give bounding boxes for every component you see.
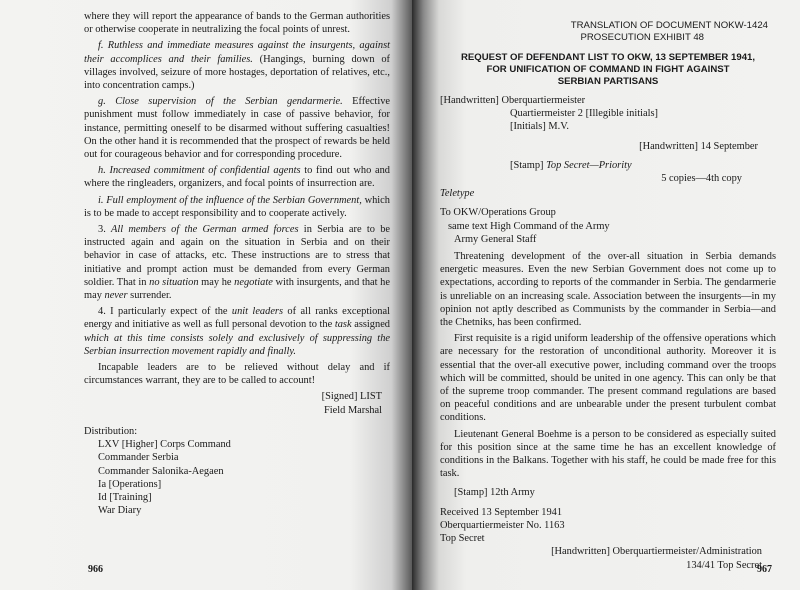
received-date: Received 13 September 1941 [440, 506, 563, 518]
right-page-text [440, 20, 776, 572]
classification: Top Secret [440, 533, 485, 545]
paragraph-4 [84, 305, 390, 358]
document-title-line: SERBIAN PARTISANS [557, 76, 659, 87]
signature-name: [Signed] LIST [321, 391, 382, 403]
paragraph-3-emphasis: never [104, 290, 128, 302]
paragraph-3-number: 3. [98, 224, 112, 236]
paragraph-f-text: (Hangings, burning down of villages involved, seizure of more hostages, deportation of relatives, etc., into concentration camps.) [84, 53, 390, 92]
paragraph-3-emphasis: negotiate [234, 276, 273, 288]
page-number-right: 967 [757, 563, 772, 575]
teletype-text: Teletype [440, 188, 475, 200]
distribution-list [84, 425, 390, 517]
signature-rank: Field Marshal [323, 404, 382, 416]
paragraph-g-heading: g. Close supervision of the Serbian gendarmerie. [98, 96, 343, 108]
distribution-item: Commander Serbia [98, 452, 179, 464]
addressee: same text High Command of the Army [448, 220, 610, 232]
paragraph-3-emphasis: no situation [149, 276, 199, 288]
document-header: TRANSLATION OF DOCUMENT NOKW-1424 [570, 20, 768, 31]
stamp-label: [Stamp] [510, 159, 547, 171]
teletype-label [440, 187, 776, 200]
paragraph-incapable-leaders: Incapable leaders are to be relieved without delay and if circumstances warrant, they are to be called to account! [84, 362, 390, 387]
paragraph-boehme: Lieutenant General Boehme is a person to be considered as especially suited for this position since at the same time he has an excellent knowledge of conditions in the Balkans. Together with his staff, he could be made free for this task. [440, 428, 776, 480]
exhibit-header: PROSECUTION EXHIBIT 48 [580, 32, 704, 43]
distribution-item: Id [Training] [98, 491, 152, 503]
paragraph-4-text: of all ranks exceptional energy and initiative as well as full personal devotion to the [84, 306, 390, 331]
stamp-top-secret [440, 159, 776, 172]
handwritten-date: [Handwritten] 14 September [639, 140, 758, 152]
addressee: Army General Staff [454, 233, 537, 245]
stamp-classification: Top Secret—Priority [546, 159, 632, 171]
paragraph-h-text: to find out who and where the ringleaders, organizers, and focal points of insurrection are. [84, 165, 391, 190]
paragraph-4-emphasis: task [334, 319, 352, 331]
paragraph-4-emphasis: unit leaders [231, 306, 284, 318]
paragraph-g [84, 95, 390, 161]
handwritten-note: [Handwritten] Oberquartiermeister [440, 95, 586, 106]
distribution-item: War Diary [98, 505, 142, 517]
paragraph-3 [84, 223, 390, 302]
distribution-item: Ia [Operations] [98, 478, 162, 490]
paragraph-i-text: which is to be made to accept responsibility and to cooperate actively. [84, 194, 390, 219]
handwritten-reference: 134/41 Top Secret [686, 559, 762, 571]
paragraph-f-heading: f. Ruthless and immediate measures against the insurgents, against their accomplices and their families. [84, 40, 390, 65]
paragraph-g-text: Effective punishment must follow immediately in case of passive behavior, for instance, permitting oneself to be disarmed without suffering casualties! On the other hand it is recommended that the prospect of rewards be held out for courageous behavior and for corresponding procedure. [84, 96, 391, 161]
paragraph-h [84, 164, 390, 190]
paragraph-continuation: where they will report the appearance of bands to the German authorities or otherwise cooperate in neutralizing the focal points of unrest. [84, 11, 390, 36]
stamp-12th-army: [Stamp] 12th Army [454, 487, 535, 499]
copy-count: 5 copies—4th copy [661, 173, 742, 185]
handwritten-note: [Handwritten] Oberquartiermeister/Administration [551, 546, 762, 558]
distribution-item: Commander Salonika-Aegaen [98, 465, 224, 477]
left-page-text [84, 10, 390, 517]
handwritten-initials: [Initials] M.V. [510, 121, 569, 133]
paragraph-situation: Threatening development of the over-all situation in Serbia demands energetic measures. Even the new Serbian Government does not come up to expectations, according to reports of the commander in Serbia. The gendarmerie is unreliable on an increasing scale. Association between the insurgents—in my opinion not aptly described as Communists by the commander in Serbia—and the Chetniks, has been confirmed. [440, 251, 776, 329]
paragraph-i [84, 194, 390, 220]
document-title-line: FOR UNIFICATION OF COMMAND IN FIGHT AGAINST [486, 64, 730, 75]
paragraph-leadership: First requisite is a rigid uniform leadership of the offensive operations which are necessary for the restoration of unconditional authority. Moreover it is essential that the over-all executive power, including command over the troops which will be committed, should be united in one agency. This can only be that of the supreme troop commander. The present command regulations are based on peaceful conditions and are unbearable under the present turbulent combat conditions. [440, 333, 776, 424]
paragraph-4-text: assigned [351, 319, 390, 331]
paragraph-i-heading: i. Full employment of the influence of the Serbian Government, [98, 194, 362, 206]
paragraph-3-text: may he [198, 276, 235, 288]
paragraph-4-emphasis: which at this time consists solely and exclusively of suppressing the Serbian insurrection movement rapidly and finally. [84, 332, 390, 357]
paragraph-f [84, 39, 390, 92]
distribution-title: Distribution: [84, 425, 138, 437]
oberquartiermeister-number: Oberquartiermeister No. 1163 [440, 519, 565, 531]
addressee: To OKW/Operations Group [440, 207, 556, 219]
paragraph-3-text: in Serbia are to be instructed again and again on the situation in Serbia and on their behavior in case of attacks, etc. These instructions are to stress that initiative and prompt action must be demanded from every German soldier. That in [84, 224, 390, 288]
page-number-left: 966 [88, 563, 103, 575]
paragraph-4-text: 4. I particularly expect of the [98, 306, 232, 318]
paragraph-3-text: surrender. [127, 290, 172, 302]
document-title-line: REQUEST OF DEFENDANT LIST TO OKW, 13 SEPTEMBER 1941, [460, 52, 756, 63]
right-page [412, 0, 800, 590]
handwritten-note: Quartiermeister 2 [Illegible initials] [510, 108, 659, 120]
paragraph-3-text: with insurgents, and that he may [84, 276, 390, 302]
paragraph-3-heading: All members of the German armed forces [111, 224, 299, 236]
distribution-item: LXV [Higher] Corps Command [98, 439, 231, 451]
paragraph-h-heading: h. Increased commitment of confidential agents [98, 165, 301, 177]
